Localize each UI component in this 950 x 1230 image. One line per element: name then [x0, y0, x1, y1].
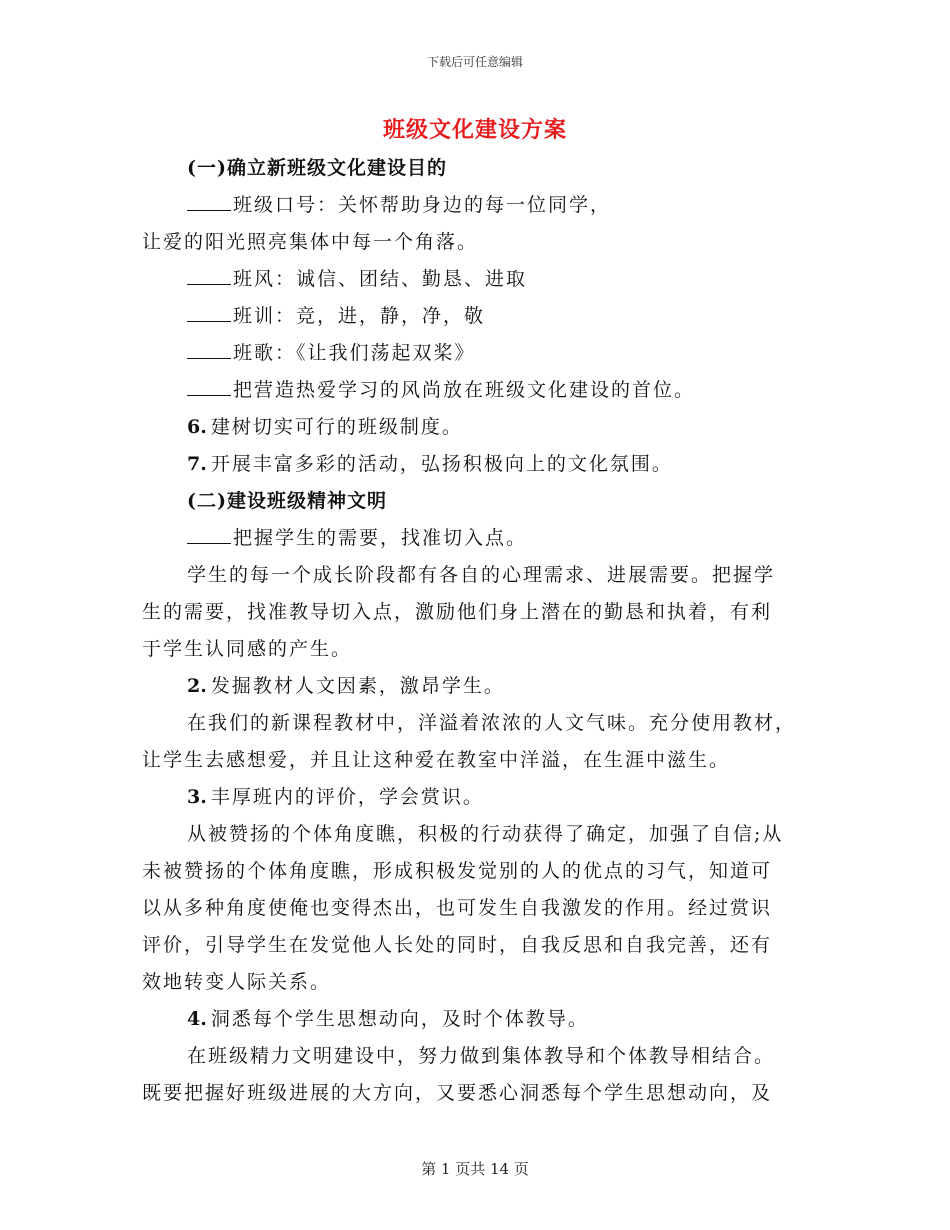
- item-number: 2.: [187, 675, 207, 697]
- fill-blank-underline: [187, 375, 231, 396]
- fill-blank-underline: [187, 523, 231, 544]
- paragraph-line: 让爱的阳光照亮集体中每一个角落。: [142, 231, 479, 253]
- fill-blank-underline: [187, 264, 231, 285]
- list-item-text: 把营造热爱学习的风尚放在班级文化建设的首位。: [233, 379, 696, 401]
- numbered-item-text: 发掘教材人文因素，激昂学生。: [210, 675, 505, 697]
- paragraph-line: 生的需要，找准教导切入点，激励他们身上潜在的勤恳和执着，有利: [142, 601, 773, 623]
- list-item: [142, 298, 807, 335]
- section-heading-text: (一)确立新班级文化建设目的: [187, 157, 447, 179]
- fill-blank-underline: [187, 301, 231, 322]
- numbered-item-text: 丰厚班内的评价，学会赏识。: [210, 786, 484, 808]
- list-item: [142, 187, 807, 224]
- numbered-item-text: 洞悉每个学生思想动向，及时个体教导。: [210, 1008, 589, 1030]
- list-item-text: 班级口号：关怀帮助身边的每一位同学，: [233, 194, 612, 216]
- list-item-text: 班训：竞，进，静，净，敬: [233, 305, 486, 327]
- item-number: 3.: [187, 786, 207, 808]
- numbered-item: [142, 446, 807, 483]
- paragraph-line: 学生的每一个成长阶段都有各自的心理需求、进展需要。把握学: [187, 564, 776, 586]
- list-item: [142, 520, 807, 557]
- fill-blank-underline: [187, 338, 231, 359]
- paragraph-line: 让学生去感想爱，并且让这种爱在教室中洋溢，在生涯中滋生。: [142, 749, 731, 771]
- fill-blank-underline: [187, 190, 231, 211]
- item-number: 6.: [187, 416, 207, 438]
- page-footer: 第 1 页共 14 页: [421, 1160, 529, 1178]
- paragraph-line: 于学生认同感的产生。: [142, 638, 353, 660]
- numbered-item: [142, 779, 807, 816]
- paragraph-line: 在我们的新课程教材中，洋溢着浓浓的人文气味。充分使用教材，: [187, 712, 797, 734]
- paragraph-line: 评价，引导学生在发觉他人长处的同时，自我反思和自我完善，还有: [142, 934, 773, 956]
- document-title: 班级文化建设方案: [382, 117, 567, 143]
- numbered-item: [142, 409, 807, 446]
- list-item: [142, 372, 807, 409]
- item-number: 7.: [187, 453, 207, 475]
- paragraph-line: 以从多种角度使俺也变得杰出，也可发生自我激发的作用。经过赏识: [142, 897, 773, 919]
- numbered-item: [142, 1001, 807, 1038]
- numbered-item: [142, 668, 807, 705]
- item-number: 4.: [187, 1008, 207, 1030]
- header-note: 下载后可任意编辑: [426, 55, 523, 69]
- section-heading: [142, 150, 807, 187]
- paragraph-line: 既要把握好班级进展的大方向，又要悉心洞悉每个学生思想动向，及: [142, 1082, 773, 1104]
- list-item-text: 班风：诚信、团结、勤恳、进取: [233, 268, 528, 290]
- numbered-item-text: 开展丰富多彩的活动，弘扬积极向上的文化氛围。: [210, 453, 673, 475]
- paragraph-line: 在班级精力文明建设中，努力做到集体教导和个体教导相结合。: [187, 1045, 776, 1067]
- section-heading-text: (二)建设班级精神文明: [187, 490, 387, 512]
- paragraph-line: 从被赞扬的个体角度瞧，积极的行动获得了确定，加强了自信;从: [187, 823, 784, 845]
- list-item: [142, 335, 807, 372]
- document-body: [142, 150, 807, 1112]
- list-item: [142, 261, 807, 298]
- paragraph-line: 效地转变人际关系。: [142, 971, 332, 993]
- section-heading: [142, 483, 807, 520]
- list-item-text: 把握学生的需要，找准切入点。: [233, 527, 528, 549]
- numbered-item-text: 建树切实可行的班级制度。: [210, 416, 463, 438]
- paragraph-line: 未被赞扬的个体角度瞧，形成积极发觉别的人的优点的习气，知道可: [142, 860, 773, 882]
- list-item-text: 班歌：《让我们荡起双桨》: [233, 342, 476, 364]
